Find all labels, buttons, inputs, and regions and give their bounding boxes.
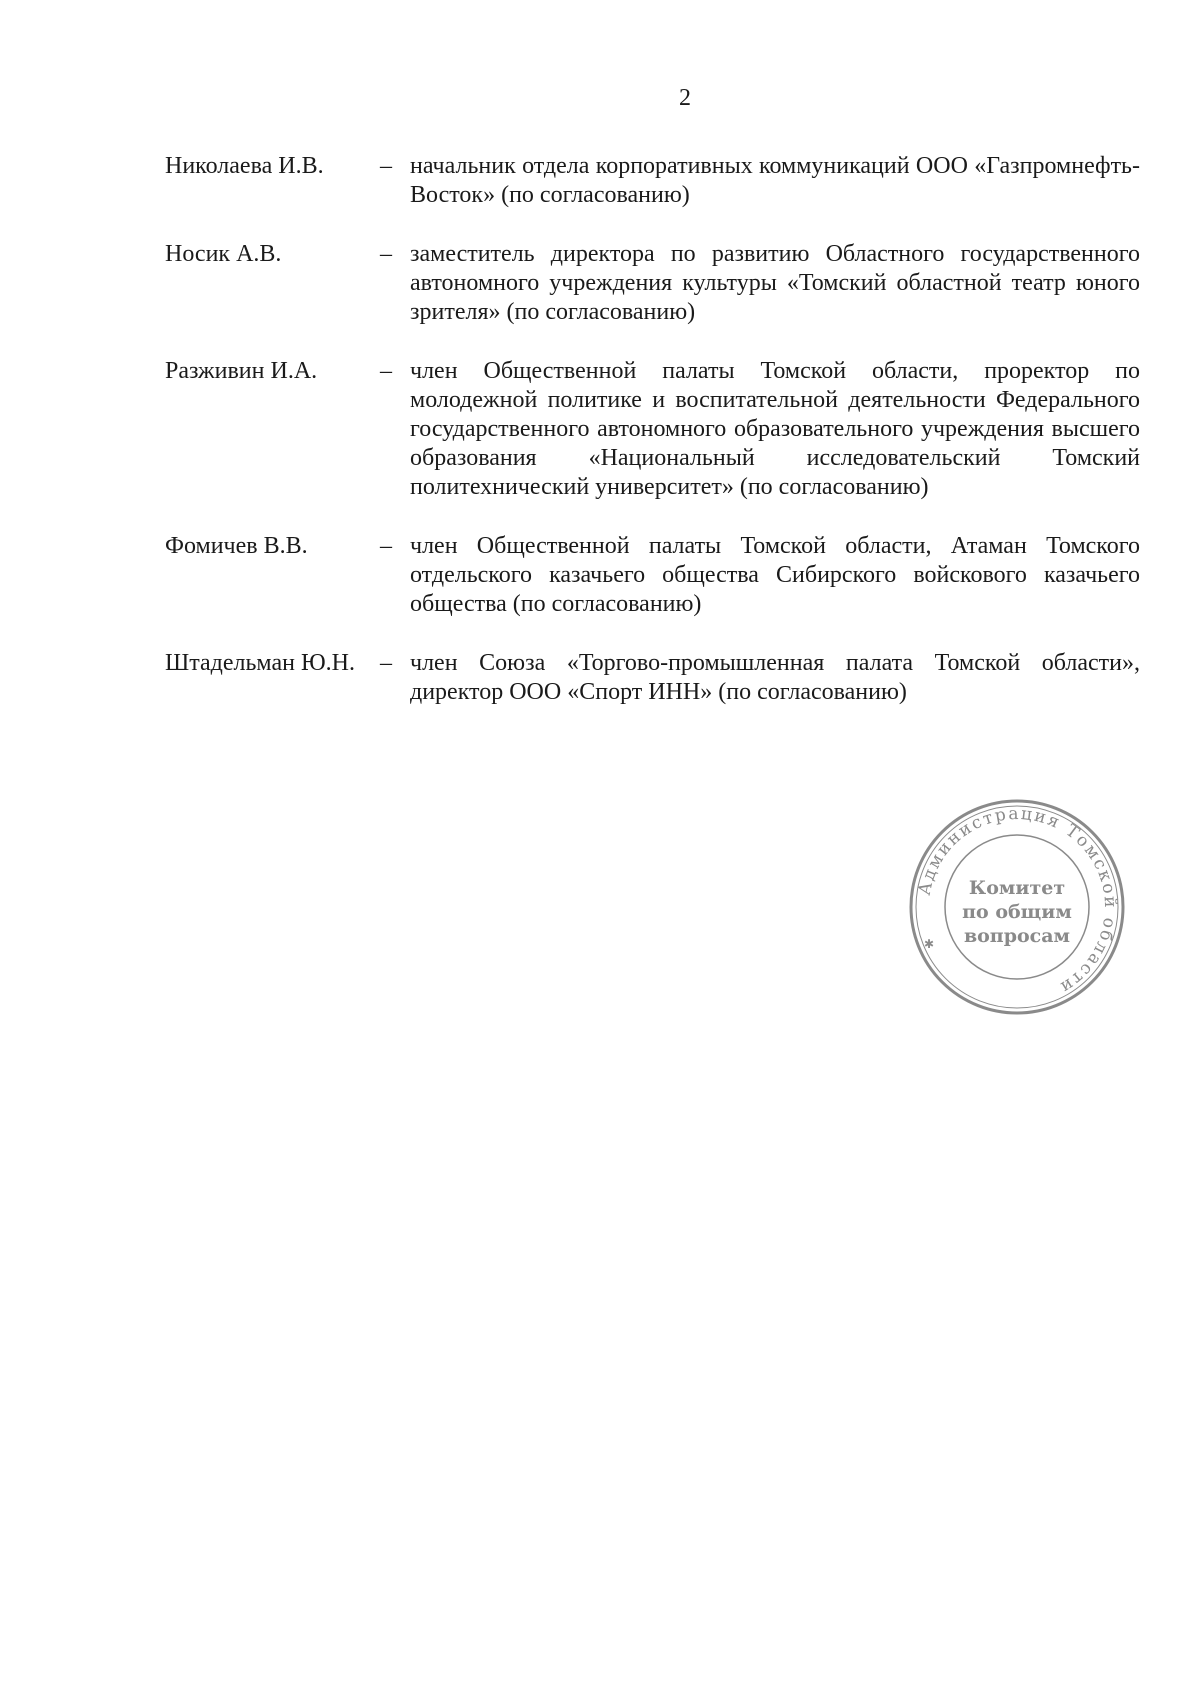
member-description: заместитель директора по развитию Областного государственного автономного учреждения культуры «Томский областной театр юного зрителя» (по согласованию) [410,241,1140,325]
dash-separator: – [380,533,392,559]
dash-separator: – [380,241,392,267]
seal-star: ✱ [924,937,935,951]
member-name: Фомичев В.В. [165,533,308,559]
member-name: Носик А.В. [165,241,282,267]
member-name: Штадельман Ю.Н. [165,650,355,676]
member-entry [165,357,1140,502]
member-name: Николаева И.В. [165,153,324,179]
seal-center-line3: вопросам [963,925,1071,947]
member-description: член Общественной палаты Томской области, Атаман Томского отдельского казачьего общества Сибирского войскового казачьего общества (по согласованию) [410,533,1140,617]
dash-separator: – [380,153,392,179]
seal-center-line1: Комитет [968,877,1066,899]
member-entry [165,240,1140,327]
page-number: 2 [679,85,691,111]
seal-ring-text: Администрация Томской области [914,803,1121,998]
members-list [165,152,1140,707]
member-description: начальник отдела корпоративных коммуникаций ООО «Газпромнефть-Восток» (по согласованию) [410,153,1140,208]
member-entry [165,532,1140,619]
dash-separator: – [380,650,392,676]
seal-center-line2: по общим [962,901,1072,923]
official-seal [906,796,1128,1018]
member-entry [165,649,1140,707]
dash-separator: – [380,358,392,384]
member-name: Разживин И.А. [165,358,318,384]
member-description: член Союза «Торгово-промышленная палата Томской области», директор ООО «Спорт ИНН» (по согласованию) [410,650,1140,705]
member-entry [165,152,1140,210]
member-description: член Общественной палаты Томской области, проректор по молодежной политике и воспитательной деятельности Федерального государственного автономного образовательного учреждения высшего образования «Национальный исследовательский Томский политехнический университет» (по согласованию) [410,358,1140,500]
